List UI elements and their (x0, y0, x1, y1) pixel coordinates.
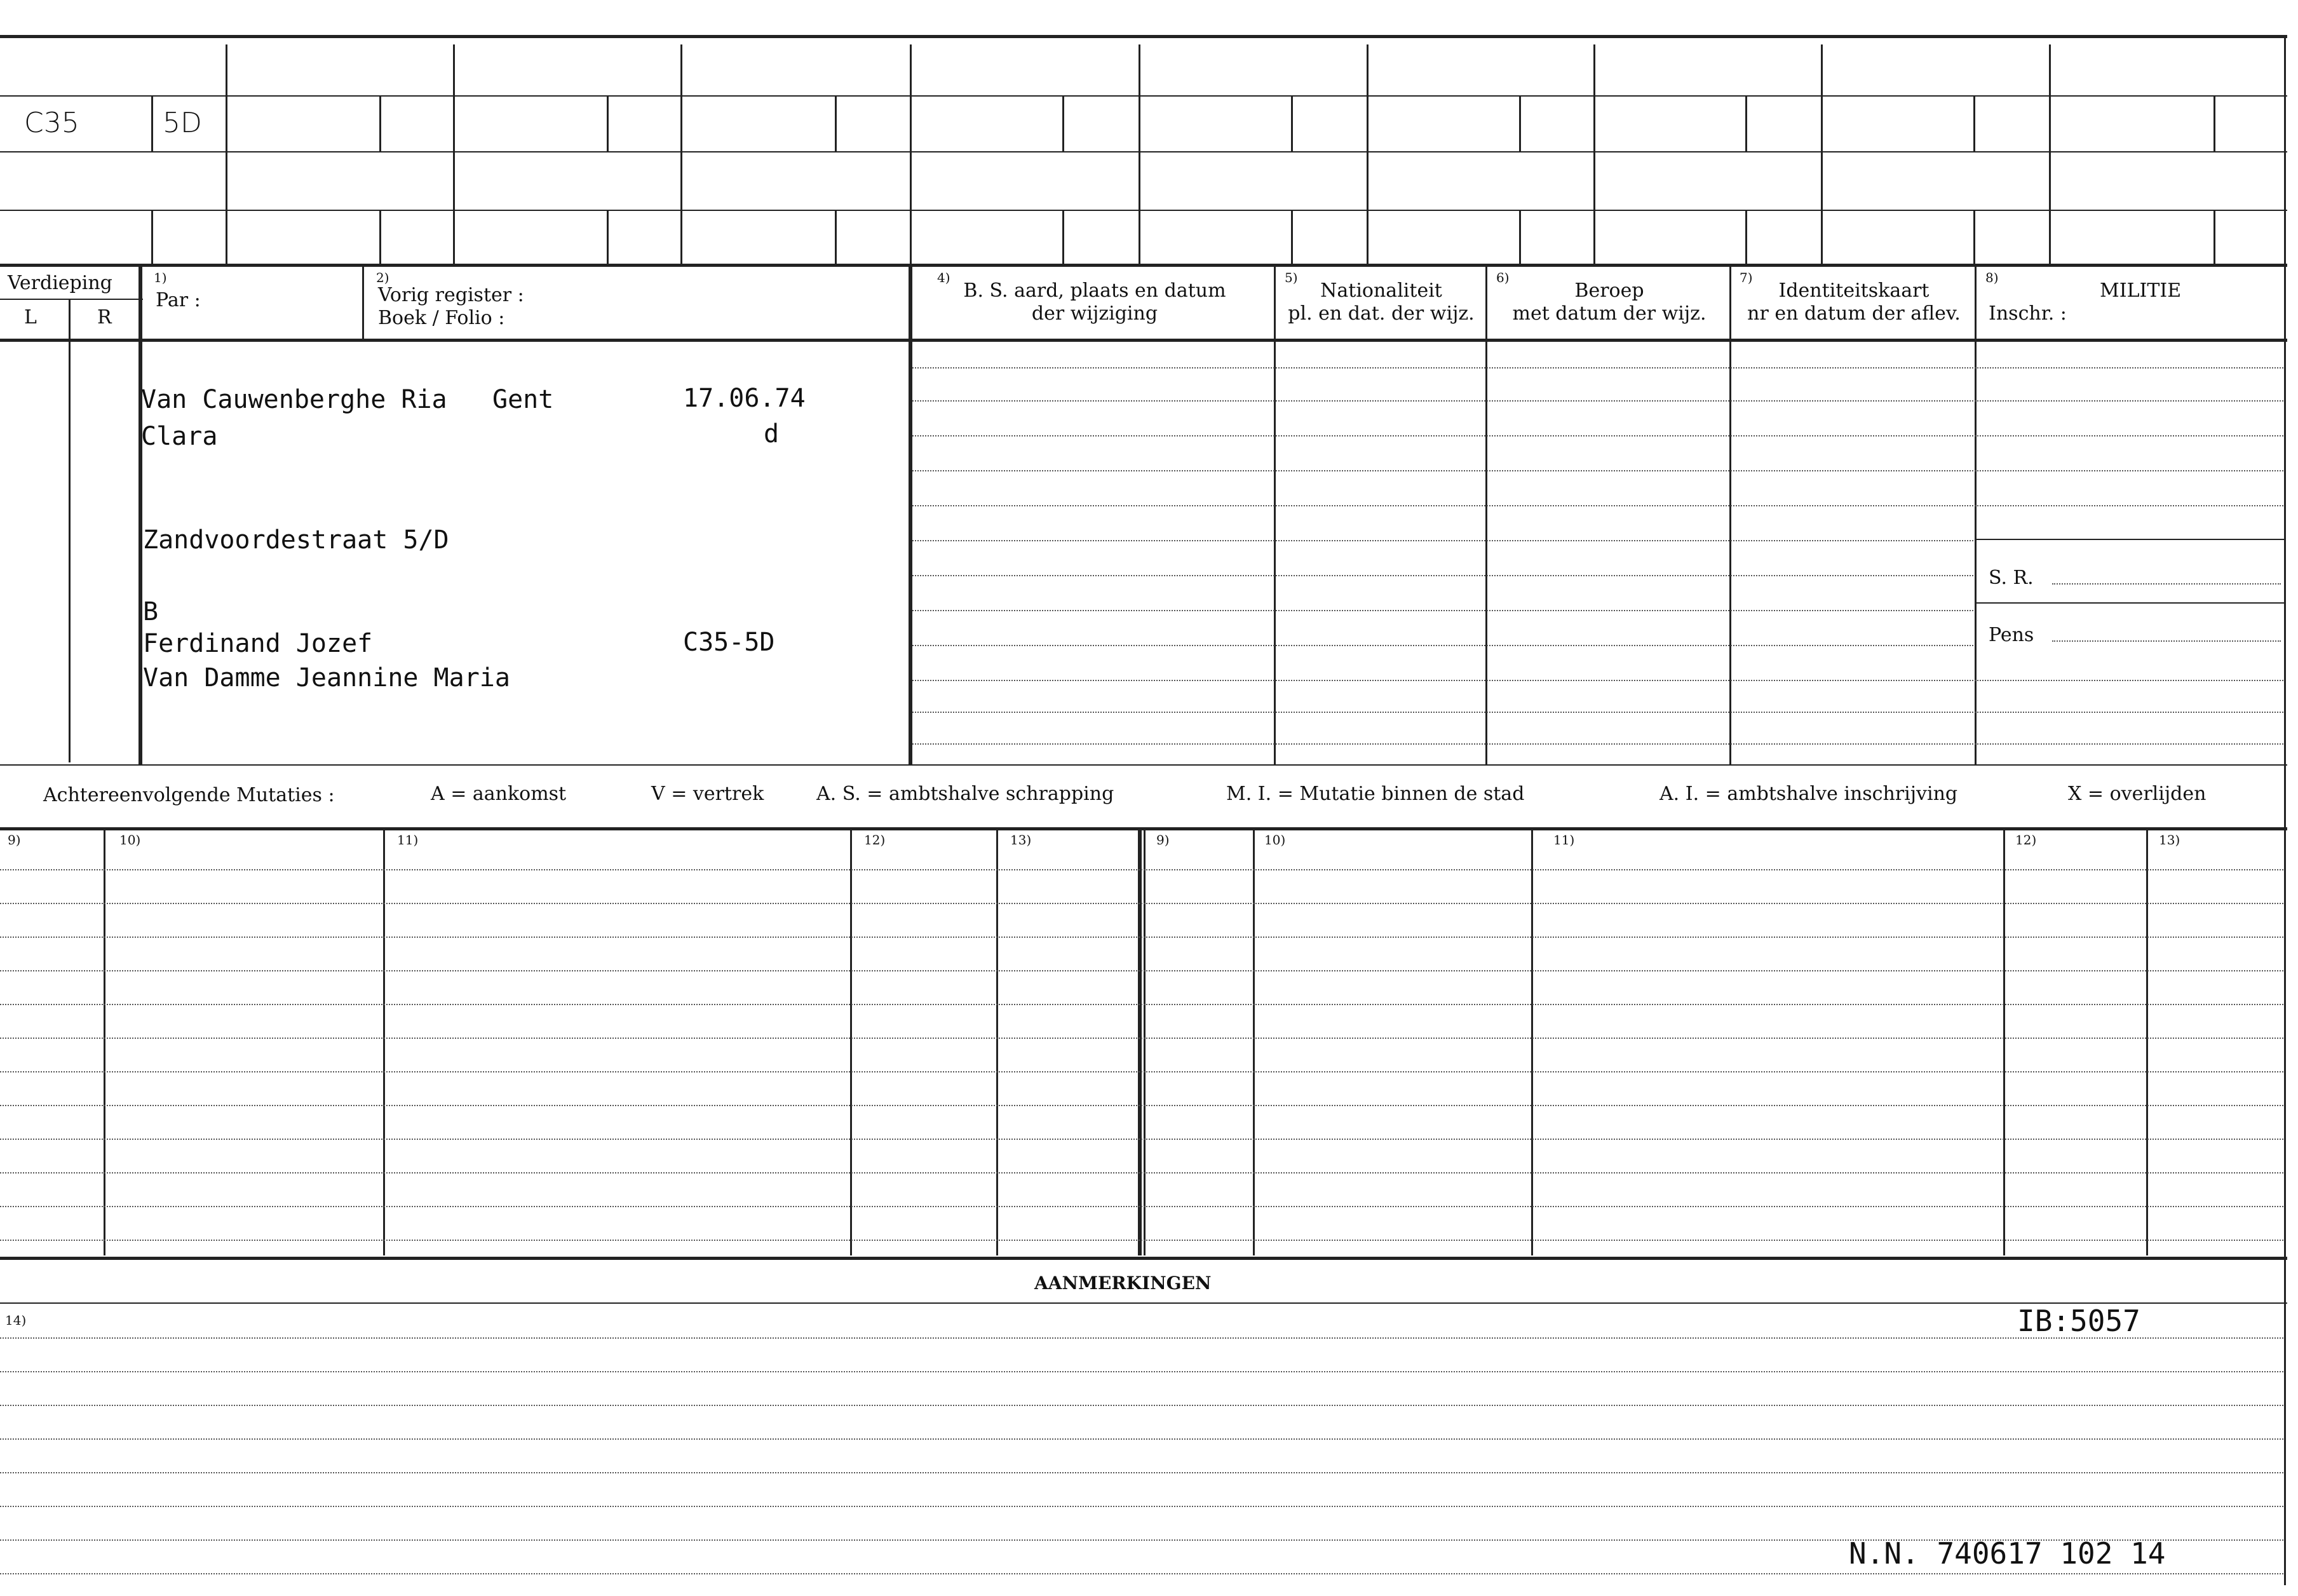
mother-name: Van Damme Jeannine Maria (143, 663, 510, 693)
ib-number: IB:5057 (2017, 1304, 2140, 1338)
mut-col-11b: 11) (1553, 832, 1575, 848)
birth-place: Gent (492, 385, 554, 414)
col-4-number: 4) (937, 270, 950, 285)
sr-label: S. R. (1989, 567, 2034, 589)
national-number: N.N. 740617 102 14 (1849, 1536, 2166, 1571)
militie-label: MILITIE (2100, 280, 2182, 302)
beroep-header-line1: Beroep (1574, 280, 1644, 302)
mut-col-12: 12) (864, 832, 886, 848)
bs-header-line2: der wijziging (1031, 302, 1158, 325)
boek-folio-label: Boek / Folio : (378, 307, 505, 329)
person-sex: d (764, 419, 780, 449)
inschr-label: Inschr. : (1989, 302, 2067, 325)
col-5-number: 5) (1285, 270, 1298, 285)
legend-death: X = overlijden (2068, 783, 2207, 805)
mut-col-9b: 9) (1156, 832, 1170, 848)
col-7-number: 7) (1740, 270, 1753, 285)
address: Zandvoordestraat 5/D (143, 525, 449, 555)
col-8-number: 8) (1985, 270, 1999, 285)
id-card-header-line2: nr en datum der aflev. (1747, 302, 1961, 325)
person-full-name: Van Cauwenberghe Ria (141, 385, 447, 414)
father-reference: C35-5D (683, 628, 775, 657)
nationality-header-line2: pl. en dat. der wijz. (1288, 302, 1475, 325)
unit-code: 5D (163, 107, 202, 139)
floor-right-label: R (97, 306, 112, 328)
person-second-name: Clara (141, 422, 218, 451)
father-name: Ferdinand Jozef (143, 629, 373, 658)
mut-col-13: 13) (1010, 832, 1032, 848)
remarks-col-14: 14) (5, 1313, 27, 1328)
mut-col-9: 9) (8, 832, 21, 848)
floor-left-label: L (24, 306, 37, 328)
legend-registration: A. I. = ambtshalve inschrijving (1659, 783, 1958, 805)
nationality-header-line1: Nationaliteit (1320, 280, 1442, 302)
mut-col-10: 10) (119, 832, 141, 848)
mut-col-12b: 12) (2015, 832, 2037, 848)
bs-header-line1: B. S. aard, plaats en datum (963, 280, 1226, 302)
col-6-number: 6) (1496, 270, 1510, 285)
legend-arrival: A = aankomst (431, 783, 567, 805)
pens-label: Pens (1989, 624, 2034, 646)
legend-strike-off: A. S. = ambtshalve schrapping (816, 783, 1114, 805)
col-2-number: 2) (376, 270, 389, 285)
remarks-title: AANMERKINGEN (1034, 1273, 1212, 1294)
col-1-number: 1) (154, 270, 167, 285)
id-card-header-line1: Identiteitskaart (1778, 280, 1930, 302)
legend-internal-move: M. I. = Mutatie binnen de stad (1226, 783, 1525, 805)
legend-title: Achtereenvolgende Mutaties : (43, 784, 335, 806)
block-code: C35 (24, 107, 79, 139)
beroep-header-line2: met datum der wijz. (1512, 302, 1707, 325)
mut-col-11: 11) (397, 832, 419, 848)
mut-col-13b: 13) (2159, 832, 2180, 848)
mut-col-10b: 10) (1264, 832, 1286, 848)
vorig-register-label: Vorig register : (378, 284, 524, 306)
birth-date: 17.06.74 (683, 384, 806, 413)
relation-code: B (143, 597, 159, 626)
legend-departure: V = vertrek (651, 783, 764, 805)
verdieping-label: Verdieping (8, 272, 112, 294)
par-label: Par : (156, 289, 201, 311)
